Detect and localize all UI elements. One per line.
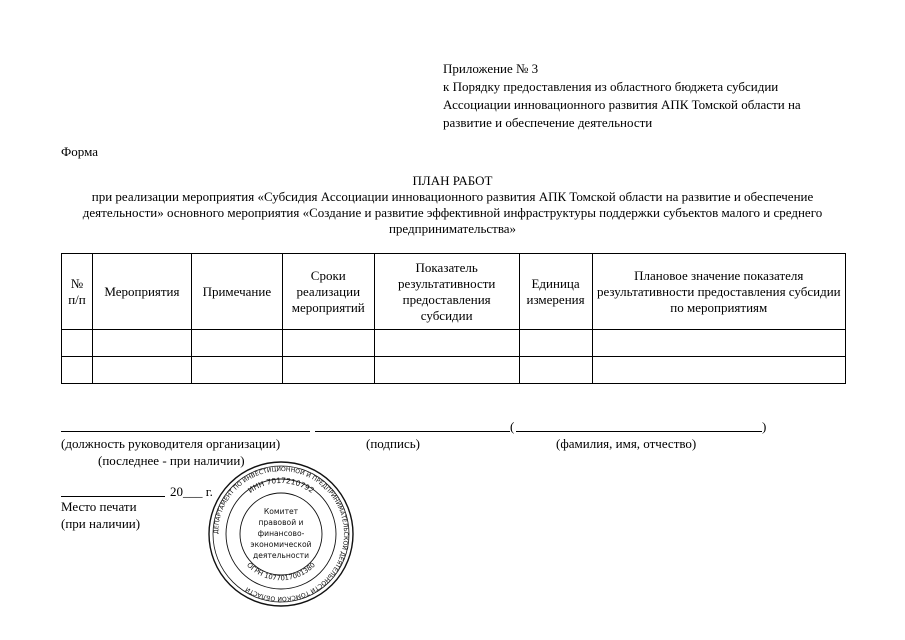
table-cell[interactable] — [519, 357, 592, 384]
date-line[interactable] — [61, 496, 165, 497]
stamp-center-line: финансово- — [257, 529, 305, 538]
stamp-center-line: Комитет — [263, 507, 299, 516]
name-paren-open: ( — [510, 419, 515, 434]
signature-caption: (подпись) — [366, 436, 420, 451]
appendix-line: Приложение № 3 — [443, 61, 539, 76]
form-label: Форма — [61, 144, 98, 159]
name-caption: (фамилия, имя, отчество) — [556, 436, 697, 451]
signature-line[interactable] — [315, 431, 510, 432]
col-header-note: Примечание — [191, 254, 282, 330]
table-header-row — [62, 254, 846, 330]
table-cell[interactable] — [282, 357, 374, 384]
table-cell[interactable] — [62, 357, 93, 384]
table-cell[interactable] — [92, 330, 191, 357]
table-cell[interactable] — [282, 330, 374, 357]
stamp-ring-text: ДЕПАРТАМЕНТ ПО ИНВЕСТИЦИОННОЙ И ПРЕДПРИНИМАТЕЛЬСКОЙ ДЕЯТЕЛЬНОСТИ ТОМСКОЙ ОБЛАСТИ — [212, 465, 350, 603]
table-cell[interactable] — [191, 330, 282, 357]
date-year: 20___ г. — [170, 484, 213, 499]
table-cell[interactable] — [519, 330, 592, 357]
plan-heading — [40, 173, 865, 237]
table-cell[interactable] — [191, 357, 282, 384]
appendix-line: к Порядку предоставления из областного бюджета субсидии — [443, 79, 779, 94]
col-header-planned-value: Плановое значение показателя результативности предоставления субсидии по мероприятиям — [592, 254, 845, 330]
plan-table — [61, 253, 846, 384]
plan-subtitle: при реализации мероприятия «Субсидия Ассоциации инновационного развития АПК Томской области на развитие и обеспечение деятельности» основного мероприятия «Создание и развитие эффективной инфраструктуры поддержки субъектов малого и среднего предпринимательства» — [82, 189, 823, 236]
plan-title: ПЛАН РАБОТ — [412, 173, 493, 188]
table-cell[interactable] — [592, 330, 845, 357]
table-cell[interactable] — [592, 357, 845, 384]
col-header-activities: Мероприятия — [92, 254, 191, 330]
table-cell[interactable] — [374, 330, 519, 357]
name-line[interactable] — [516, 431, 762, 432]
appendix-line: Ассоциации инновационного развития АПК Томской области на — [443, 97, 801, 112]
name-paren-close: ) — [762, 419, 767, 434]
position-caption: (должность руководителя организации) — [61, 436, 281, 451]
position-caption-note: (последнее - при наличии) — [98, 453, 245, 468]
stamp-inn: ИНН 7017210792 — [246, 475, 316, 495]
official-stamp — [208, 461, 354, 607]
stamp-center-line: деятельности — [252, 551, 310, 560]
table-cell[interactable] — [92, 357, 191, 384]
table-cell[interactable] — [374, 357, 519, 384]
stamp-ogrn: ОГРН 1077017001380 — [245, 561, 317, 583]
table-row — [62, 357, 846, 384]
table-cell[interactable] — [62, 330, 93, 357]
appendix-line: развитие и обеспечение деятельности — [443, 115, 653, 130]
seal-label: Место печати — [61, 499, 137, 514]
col-header-indicator: Показатель результативности предоставления субсидии — [374, 254, 519, 330]
appendix-block — [443, 60, 801, 132]
col-header-unit: Единица измерения — [519, 254, 592, 330]
stamp-center-line: правовой и — [258, 518, 304, 527]
table-row — [62, 330, 846, 357]
col-header-deadlines: Сроки реализации мероприятий — [282, 254, 374, 330]
seal-label-note: (при наличии) — [61, 516, 141, 531]
stamp-center-line: экономической — [250, 540, 312, 549]
col-header-number: № п/п — [62, 254, 93, 330]
position-line[interactable] — [61, 431, 310, 432]
